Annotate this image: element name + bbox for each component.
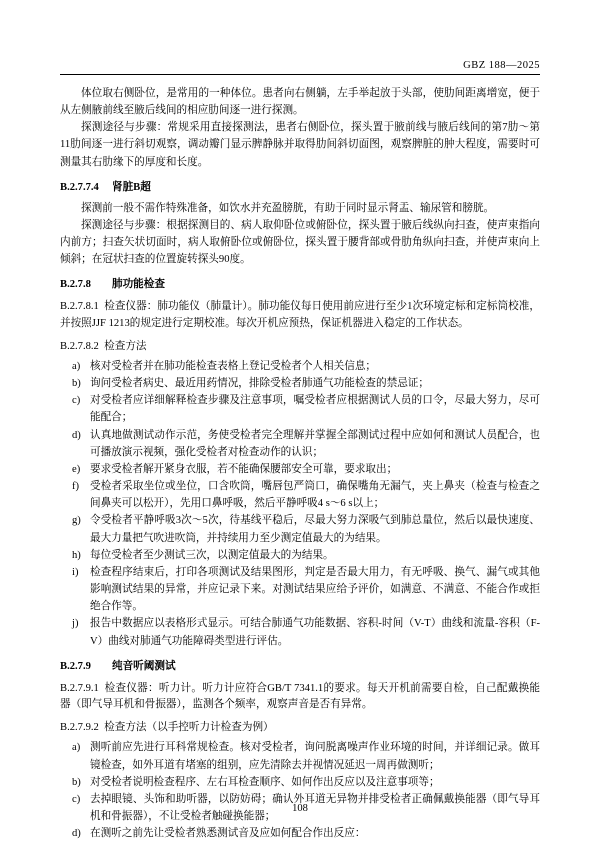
section-number: B.2.7.7.4: [60, 181, 99, 193]
list-text: 检查程序结束后，打印各项测试及结果图形，判定是否最大用力，有无呼吸、换气、漏气或其他影响测试结果的异常，并应记录下来。对测试结果应给予评价，如满意、不满意、不能合作或拒绝合作等。: [90, 566, 540, 613]
list-marker: d): [72, 429, 81, 441]
subsection-text: 检查仪器：肺功能仪（肺量计）。肺功能仪每日使用前应进行至少1次环境定标和定标筒校准，并按照JJF 1213的规定进行定期校准。每次开机应预热，保证机器进入稳定的工作状态。: [60, 301, 541, 330]
subsection-number: B.2.7.8.2: [60, 341, 99, 353]
subsection-b2782: [60, 339, 540, 356]
list-marker: b): [72, 378, 81, 390]
list-text: 去掉眼镜、头饰和助听器，以防妨碍；确认外耳道无异物并排受检者正确佩戴换能器（即气导耳机和骨振器），不让受检者触碰换能器；: [90, 793, 540, 822]
section-number: B.2.7.9: [60, 660, 91, 672]
list-marker: c): [72, 395, 81, 407]
list-text: 对受检者应详细解释检查步骤及注意事项，嘱受检者应根据测试人员的口令，尽最大努力，尽可能配合；: [90, 395, 540, 424]
section-heading-b27740: [60, 180, 540, 196]
list-item: [60, 547, 540, 564]
list-item: [60, 461, 540, 478]
list-item: [60, 478, 540, 512]
list-text: 要求受检者解开紧身衣服，若不能确保腰部安全可靠，要求取出；: [90, 463, 398, 475]
list-item: [60, 564, 540, 615]
section-b27740-paragraph-1: 探测前一般不需作特殊准备，如饮水并充盈膀胱，有助于同时显示肾盂、输尿管和膀胱。: [81, 202, 495, 214]
list-text: 核对受检者并在肺功能检查表格上登记受检者个人相关信息；: [90, 361, 377, 372]
list-text: 在测听之前先让受检者熟悉测试音及应如何配合作出反应：: [90, 828, 366, 840]
list-marker: i): [72, 566, 79, 578]
list-marker: d): [72, 828, 81, 840]
list-text: 认真地做测试动作示范，务使受检者完全理解并掌握全部测试过程中应如何和测试人员配合，也可播放演示视频，强化受检者对检查动作的认识；: [90, 429, 540, 458]
list-marker: g): [72, 515, 81, 527]
subsection-b2781: [60, 299, 540, 333]
intro-paragraph-1: 体位取右侧卧位，是常用的一种体位。患者向右侧躺，左手举起放于头部，使肋间距离增宽，便于从左侧腋前线至腋后线间的相应肋间逐一进行探测。: [60, 88, 540, 117]
list-marker: j): [72, 618, 79, 630]
section-title: 肺功能检查: [112, 279, 165, 291]
page-footer: [0, 803, 600, 814]
section-b27740-paragraph-2: 探测途径与步骤：根据探测目的、病人取仰卧位或俯卧位，探头置于腋后线纵向扫查，使声束指向内前方；扫查矢状切面时，病人取俯卧位或俯卧位，探头置于腰背部或骨肋角纵向扫查，并使声束向上倾斜；在冠状扫查的位置旋转探头90度。: [60, 219, 540, 266]
list-marker: a): [72, 742, 81, 754]
subsection-text: 检查方法: [104, 341, 147, 353]
page-content: [60, 60, 540, 842]
list-text: 对受检者说明检查程序、左右耳检查顺序、如何作出反应以及注意事项等；: [90, 776, 440, 788]
list-item: [60, 358, 540, 375]
subsection-number: B.2.7.9.2: [60, 722, 99, 734]
list-text: 询问受检者病史、最近用药情况，排除受检者肺通气功能检查的禁忌证；: [90, 378, 429, 390]
subsection-text: 检查仪器：听力计。听力计应符合GB/T 7341.1的要求。每天开机前需要自检，自己配戴换能器（即气导耳机和骨振器），监测各个频率，观察声音是否有异常。: [60, 682, 541, 711]
subsection-text: 检查方法（以手控听力计检查为例）: [104, 722, 274, 734]
list-marker: a): [72, 361, 81, 372]
list-marker: h): [72, 549, 81, 561]
list-text: 令受检者平静呼吸3次〜5次，待基线平稳后，尽最大努力深吸气到肺总量位，然后以最快速度、最大力量把气吹进吹筒，并持续用力至少测定值最大的为结果。: [90, 515, 540, 544]
list-text: 测听前应先进行耳科常规检查。核对受检者，询问脱离噪声作业环境的时间，并详细记录。做耳镜检查，如外耳道有堵塞的组别，应先清除去并视情况延迟一周再做测听；: [90, 742, 540, 771]
subsection-number: B.2.7.9.1: [60, 682, 99, 694]
list-item: [60, 375, 540, 392]
section-title: 肾脏B超: [112, 181, 151, 193]
list-item: [60, 739, 540, 773]
list-marker: c): [72, 793, 81, 805]
intro-paragraph-2: 探测途径与步骤：常规采用直接探测法，患者右侧卧位，探头置于腋前线与腋后线间的第7肋〜第11肋间逐一进行斜切观察，调动瓣门显示脾静脉并取得肋间斜切面图，观察脾脏的肿大程度，需要时可测量其右肋缘下的厚度和长度。: [60, 122, 540, 168]
list-item: [60, 615, 540, 649]
checklist-b2792: [60, 739, 540, 842]
list-marker: e): [72, 463, 81, 475]
list-text: 报告中数据应以表格形式显示。可结合肺通气功能数据、容积-时间（V-T）曲线和流量-容积（F-V）曲线对肺通气功能障碍类型进行评估。: [90, 618, 540, 647]
list-item: [60, 774, 540, 791]
list-marker: f): [72, 481, 80, 493]
section-number: B.2.7.8: [60, 279, 91, 291]
list-text: 每位受检者至少测试三次，以测定值最大的为结果。: [90, 549, 334, 561]
header-divider: [60, 74, 540, 75]
list-item: [60, 825, 540, 842]
section-heading-b279: [60, 659, 540, 675]
list-text: 受检者采取坐位或坐位，口含吹筒，嘴唇包严筒口，确保嘴角无漏气，夹上鼻夹（检查与检查之间鼻夹可以松开），先用口鼻呼吸，然后平静呼吸4 s〜6 s以上；: [90, 481, 540, 510]
list-item: [60, 427, 540, 461]
subsection-b2792: [60, 720, 540, 737]
section-title: 纯音听阈测试: [112, 660, 176, 672]
page-number: 108: [292, 803, 308, 814]
subsection-number: B.2.7.8.1: [60, 301, 99, 313]
list-marker: b): [72, 776, 81, 788]
list-item: [60, 392, 540, 426]
subsection-b2791: [60, 681, 540, 715]
list-item: [60, 512, 540, 546]
section-heading-b278: [60, 277, 540, 293]
checklist-b2782: [60, 358, 540, 650]
document-number: GBZ 188—2025: [463, 60, 540, 71]
page-header: [60, 60, 540, 74]
